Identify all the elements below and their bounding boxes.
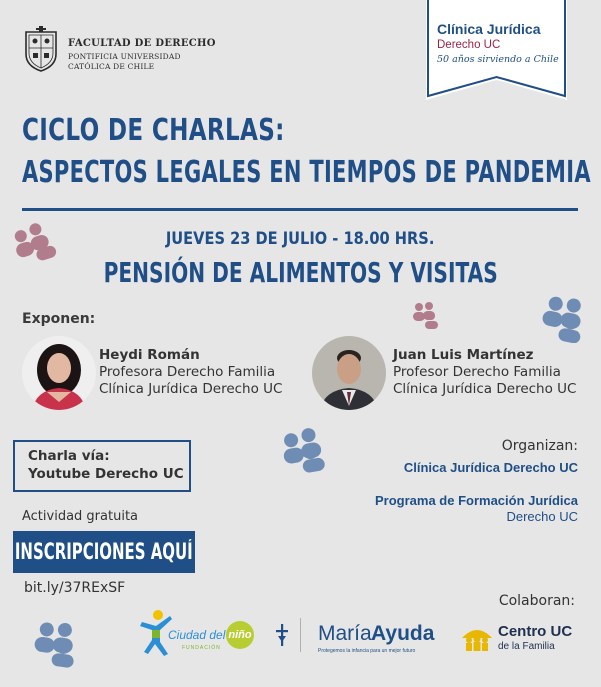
banner-line-1: Clínica Jurídica bbox=[437, 21, 541, 37]
speaker-photo-heydi bbox=[22, 336, 96, 410]
stream-info-box bbox=[13, 440, 191, 492]
university-line-1: PONTIFICIA UNIVERSIDAD bbox=[68, 52, 181, 61]
title-divider bbox=[22, 208, 578, 211]
banner-line-3: 50 años sirviendo a Chile bbox=[437, 54, 559, 65]
centro-uc-line2: de la Familia bbox=[498, 641, 555, 652]
clinica-banner bbox=[426, 0, 567, 100]
free-activity-text: Actividad gratuita bbox=[22, 509, 139, 524]
ciudad-del-nino-logo bbox=[138, 608, 256, 656]
collaborators-label: Colaboran: bbox=[498, 593, 575, 609]
speaker-org: Clínica Jurídica Derecho UC bbox=[99, 381, 283, 397]
people-icon bbox=[410, 300, 442, 330]
banner-line-2: Derecho UC bbox=[437, 39, 501, 51]
title-line-2: ASPECTOS LEGALES EN TIEMPOS DE PANDEMIA bbox=[22, 155, 591, 190]
maria-ayuda-word1: María bbox=[318, 622, 372, 645]
people-icon bbox=[278, 425, 333, 475]
speakers-label: Exponen: bbox=[22, 311, 96, 327]
speaker-role: Profesor Derecho Familia bbox=[393, 364, 561, 380]
person-portrait-icon bbox=[312, 336, 386, 410]
centro-uc-logo bbox=[460, 620, 575, 656]
maria-ayuda-word2: Ayuda bbox=[371, 622, 435, 645]
family-icon bbox=[460, 622, 494, 652]
speaker-org: Clínica Jurídica Derecho UC bbox=[393, 381, 577, 397]
logo-divider bbox=[300, 618, 301, 652]
cross-icon bbox=[273, 622, 291, 648]
university-line-2: CATÓLICA DE CHILE bbox=[68, 62, 155, 71]
organizer-clinica: Clínica Jurídica Derecho UC bbox=[403, 460, 578, 475]
organizer-programa-sub: Derecho UC bbox=[506, 509, 578, 524]
organizer-programa: Programa de Formación Jurídica bbox=[374, 493, 578, 508]
stream-label: Charla vía: bbox=[28, 448, 110, 464]
speaker-role: Profesora Derecho Familia bbox=[99, 364, 276, 380]
register-button[interactable]: INSCRIPCIONES AQUÍ bbox=[13, 531, 195, 573]
event-date: JUEVES 23 DE JULIO - 18.00 HRS. bbox=[166, 229, 435, 249]
person-portrait-icon bbox=[22, 336, 96, 410]
speaker-photo-juan-luis bbox=[312, 336, 386, 410]
stream-channel: Youtube Derecho UC bbox=[28, 466, 184, 482]
event-topic: PENSIÓN DE ALIMENTOS Y VISITAS bbox=[103, 256, 498, 289]
registration-link[interactable]: bit.ly/37RExSF bbox=[24, 580, 126, 596]
speaker-name: Heydi Román bbox=[99, 347, 200, 363]
maria-ayuda-logo bbox=[318, 622, 450, 658]
people-icon bbox=[538, 293, 593, 343]
maria-ayuda-tagline: Protegemos la infancia para un mejor futuro bbox=[318, 648, 416, 654]
speaker-name: Juan Luis Martínez bbox=[393, 347, 534, 363]
ciudad-del-nino-word2: niño bbox=[226, 621, 254, 649]
ciudad-del-nino-sub: FUNDACIÓN bbox=[182, 645, 221, 651]
title-line-1: CICLO DE CHARLAS: bbox=[22, 113, 285, 148]
ciudad-del-nino-word1: Ciudad del bbox=[168, 628, 226, 642]
people-icon bbox=[9, 220, 61, 262]
uc-seal-logo bbox=[22, 24, 60, 72]
centro-uc-line1: Centro UC bbox=[498, 623, 573, 640]
people-icon bbox=[30, 618, 85, 668]
organizers-label: Organizan: bbox=[501, 438, 578, 454]
faculty-title: FACULTAD DE DERECHO bbox=[68, 38, 216, 49]
